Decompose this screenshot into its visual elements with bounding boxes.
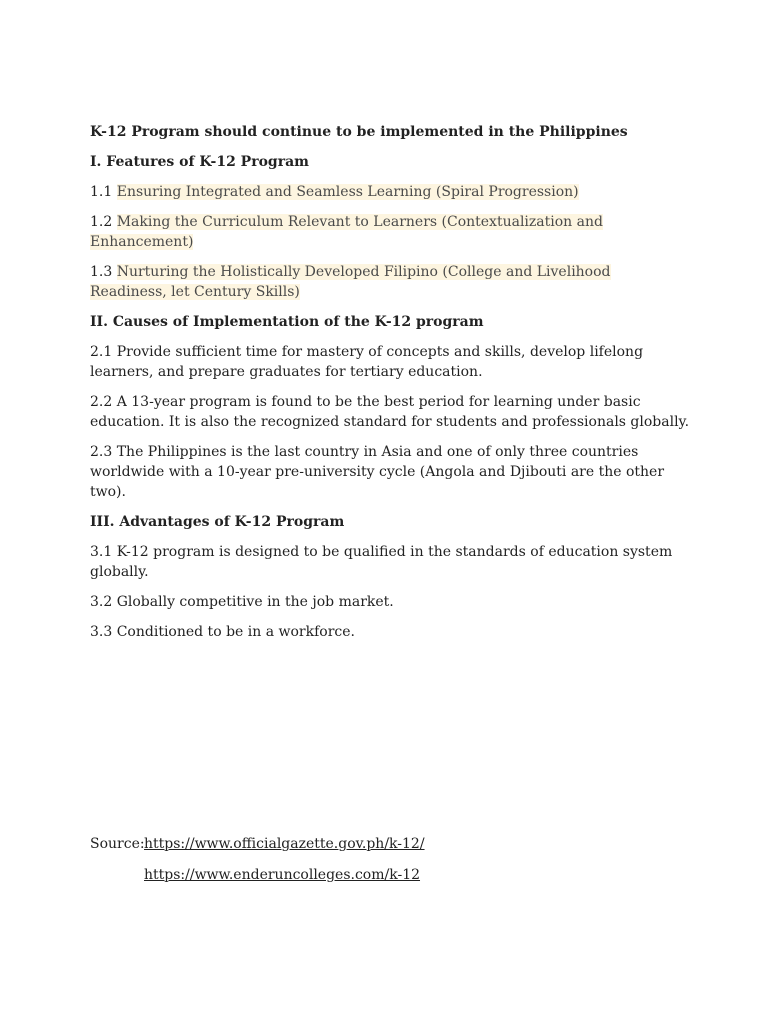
item-text: Provide sufficient time for mastery of concepts and skills, develop lifelong learners, and prepare graduates for tertiary education. <box>90 344 644 380</box>
document-title: K-12 Program should continue to be implemented in the Philippines <box>90 124 628 140</box>
list-item <box>90 592 690 612</box>
source-block <box>90 834 425 896</box>
section-1-heading: I. Features of K-12 Program <box>90 154 309 170</box>
item-text: Ensuring Integrated and Seamless Learning (Spiral Progression) <box>116 184 579 200</box>
item-text: A 13-year program is found to be the best period for learning under basic education. It is also the recognized standard for students and professionals globally. <box>90 394 690 430</box>
item-text: Globally competitive in the job market. <box>116 594 394 610</box>
list-item <box>90 392 690 432</box>
item-number: 3.3 <box>90 624 113 640</box>
list-item <box>90 342 690 382</box>
item-number: 1.1 <box>90 184 113 200</box>
item-text: Making the Curriculum Relevant to Learners (Contextualization and Enhancement) <box>90 214 603 250</box>
list-item <box>90 622 690 642</box>
item-number: 2.2 <box>90 394 113 410</box>
section-2-heading: II. Causes of Implementation of the K-12 program <box>90 314 484 330</box>
item-number: 2.1 <box>90 344 113 360</box>
source-link-gazette[interactable]: https://www.officialgazette.gov.ph/k-12/ <box>144 836 425 852</box>
item-text: Conditioned to be in a workforce. <box>116 624 355 640</box>
section-3-heading: III. Advantages of K-12 Program <box>90 514 345 530</box>
list-item <box>90 212 690 252</box>
item-number: 3.1 <box>90 544 113 560</box>
list-item <box>90 262 690 302</box>
item-number: 1.2 <box>90 214 113 230</box>
document-body <box>90 122 690 642</box>
item-number: 3.2 <box>90 594 113 610</box>
list-item <box>90 542 690 582</box>
item-number: 1.3 <box>90 264 113 280</box>
item-text: Nurturing the Holistically Developed Filipino (College and Livelihood Readiness, let Century Skills) <box>90 264 611 300</box>
source-label: Source: <box>90 836 145 852</box>
item-number: 2.3 <box>90 444 113 460</box>
source-link-enderun[interactable]: https://www.enderuncolleges.com/k-12 <box>144 867 421 883</box>
item-text: The Philippines is the last country in Asia and one of only three countries worldwide with a 10-year pre-university cycle (Angola and Djibouti are the other two). <box>90 444 665 500</box>
list-item <box>90 442 690 502</box>
item-text: K-12 program is designed to be qualified in the standards of education system globally. <box>90 544 673 580</box>
list-item <box>90 182 690 202</box>
